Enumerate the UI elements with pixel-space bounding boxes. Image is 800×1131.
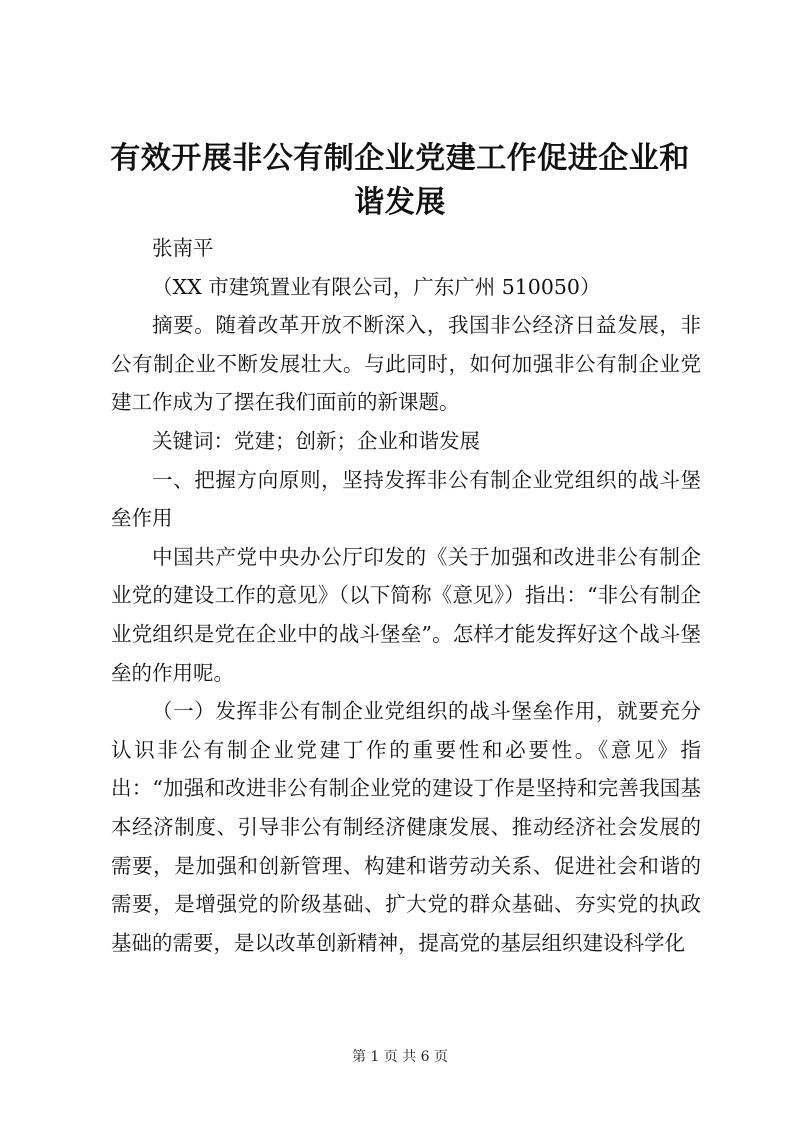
author-name: 张南平 xyxy=(152,236,214,260)
section-heading-1: 一、把握方向原则，坚持发挥非公有制企业党组织的战斗堡垒作用 xyxy=(111,467,701,531)
body-paragraph-1: 中国共产党中央办公厅印发的《关于加强和改进非公有制企业党的建设工作的意见》（以下简称《意见》）指出：“非公有制企业党组织是党在企业中的战斗堡垒”。怎样才能发挥好这个战斗堡垒的作用呢。 xyxy=(111,544,701,685)
document-title: 有效开展非公有制企业党建工作促进企业和谐发展 xyxy=(110,141,690,220)
keywords-line: 关键词：党建；创新；企业和谐发展 xyxy=(152,428,480,453)
page-footer: 第 1 页 共 6 页 xyxy=(351,1049,449,1065)
abstract-paragraph: 摘要。随着改革开放不断深入，我国非公经济日益发展，非公有制企业不断发展壮大。与此同时，如何加强非公有制企业党建工作成为了摆在我们面前的新课题。 xyxy=(111,313,701,415)
body-paragraph-2: （一）发挥非公有制企业党组织的战斗堡垒作用，就要充分认识非公有制企业党建丁作的重要性和必要性。《意见》指出：“加强和改进非公有制企业党的建设丁作是坚持和完善我国基本经济制度、引导非公有制经济健康发展、推动经济社会发展的需要，是加强和创新管理、构建和谐劳动关系、促进社会和谐的需要，是增强党的阶级基础、扩大党的群众基础、夯实党的执政基础的需要，是以改革创新精神，提高党的基层组织建设科学化 xyxy=(111,699,701,955)
document-body xyxy=(111,229,701,962)
author-affiliation: （XX 市建筑置业有限公司，广东广州 510050） xyxy=(152,274,601,299)
